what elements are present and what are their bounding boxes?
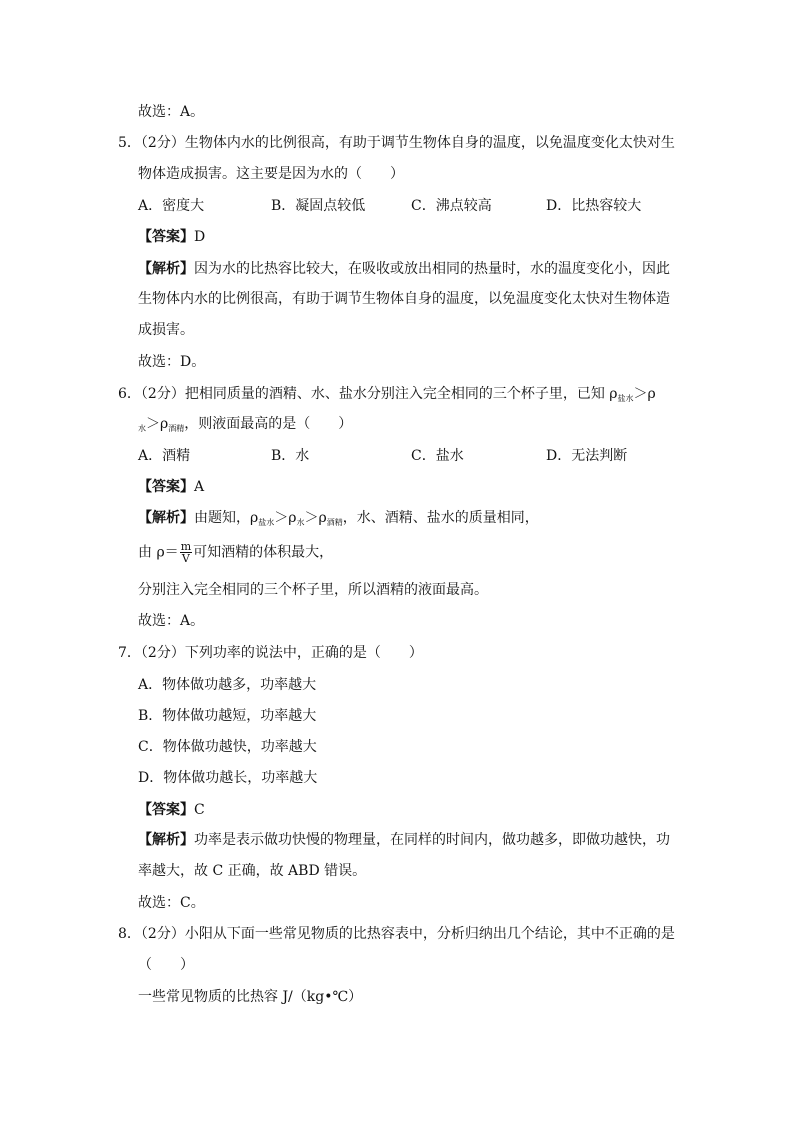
q7-option-d: D．物体做功越长，功率越大 <box>138 770 318 786</box>
q6-analysis-sub-water: 水 <box>296 518 305 527</box>
q7-option-c: C．物体做功越快，功率越大 <box>138 739 317 755</box>
q7-analysis-text1: 功率是表示做功快慢的物理量，在同样的时间内，做功越多，即做功越快，功 <box>194 832 670 848</box>
q7-score: （2分） <box>140 645 185 661</box>
q8-stem-line2: （ ） <box>138 957 194 973</box>
q7-choose: 故选：C。 <box>138 895 205 911</box>
q6-analysis-gt2: ＞ρ <box>304 510 327 526</box>
q7-stem-line1 <box>118 643 423 663</box>
q5-option-c: C．沸点较高 <box>411 198 492 214</box>
q6-sub-salt: 盐水 <box>617 394 634 403</box>
q6-analysis-line3: 分别注入完全相同的三个杯子里，所以酒精的液面最高。 <box>138 582 488 598</box>
q5-answer <box>138 227 205 247</box>
q7-option-b: B．物体做功越短，功率越大 <box>138 708 317 724</box>
q5-stem-line1 <box>118 133 675 153</box>
q5-answer-label: 【答案】 <box>138 229 194 245</box>
q7-answer-value: C <box>194 802 205 818</box>
prev-choose: 故选：A。 <box>138 104 205 120</box>
q6-sub-water: 水 <box>138 424 146 433</box>
q6-analysis-line1 <box>138 508 539 533</box>
fraction-denominator: V <box>181 552 190 565</box>
q6-option-d: D．无法判断 <box>546 448 628 464</box>
q5-text1: 生物体内水的比例很高，有助于调节生物体自身的温度，以免温度变化太快对生 <box>184 135 675 151</box>
q5-option-b: B．凝固点较低 <box>271 198 366 214</box>
q8-stem-line1 <box>118 924 675 944</box>
q6-analysis-text2b: 可知酒精的体积最大， <box>193 544 334 561</box>
q7-answer-label: 【答案】 <box>138 802 194 818</box>
q7-text1: 下列功率的说法中，正确的是（ ） <box>184 645 423 661</box>
q7-option-a: A．物体做功越多，功率越大 <box>138 677 317 693</box>
q6-analysis-text1b: ，水、酒精、盐水的质量相同， <box>342 510 539 526</box>
q6-analysis-text1a: 由题知，ρ <box>194 510 259 526</box>
q6-number: 6． <box>118 386 141 402</box>
q5-answer-value: D <box>194 229 206 245</box>
q5-analysis-line1 <box>138 259 670 279</box>
q7-analysis-line2: 率越大，故 C 正确，故 ABD 错误。 <box>138 863 367 879</box>
q6-option-a: A．酒精 <box>138 448 191 464</box>
q5-analysis-label: 【解析】 <box>138 261 194 277</box>
q6-analysis-sub-alcohol: 酒精 <box>326 518 343 527</box>
q6-stem-line1 <box>118 384 656 409</box>
q6-analysis-line2 <box>138 541 333 564</box>
q6-answer <box>138 477 204 497</box>
q6-analysis-sub-salt: 盐水 <box>258 518 275 527</box>
q6-score: （2分） <box>140 386 185 402</box>
density-fraction <box>180 541 192 564</box>
q8-table-title: 一些常见物质的比热容 J/（kg•℃） <box>138 989 363 1005</box>
q6-analysis-text2a: 由 ρ＝ <box>138 544 179 561</box>
q5-analysis-line3: 成损害。 <box>138 322 194 338</box>
q6-gt2: ＞ρ <box>146 416 169 432</box>
q6-answer-value: A <box>194 479 205 495</box>
q6-analysis-label: 【解析】 <box>138 510 194 526</box>
q6-text1: 把相同质量的酒精、水、盐水分别注入完全相同的三个杯子里，已知 ρ <box>184 386 618 402</box>
q5-option-a: A．密度大 <box>138 198 205 214</box>
q7-answer <box>138 800 205 820</box>
q5-analysis-line2: 生物体内水的比例很高，有助于调节生物体自身的温度，以免温度变化太快对生物体造 <box>138 291 670 307</box>
q5-option-d: D．比热容较大 <box>546 198 642 214</box>
q6-option-c: C．盐水 <box>411 448 464 464</box>
q5-choose: 故选：D。 <box>138 354 206 370</box>
q5-score: （2分） <box>140 135 185 151</box>
q6-stem-line2 <box>138 414 352 439</box>
q5-analysis-text1: 因为水的比热容比较大，在吸收或放出相同的热量时，水的温度变化小，因此 <box>194 261 670 277</box>
q8-text1: 小阳从下面一些常见物质的比热容表中，分析归纳出几个结论，其中不正确的是 <box>184 926 675 942</box>
q8-number: 8． <box>118 926 141 942</box>
q6-option-b: B．水 <box>271 448 310 464</box>
q7-analysis-label: 【解析】 <box>138 832 194 848</box>
q6-text2: ，则液面最高的是（ ） <box>184 416 353 432</box>
q6-sub-alcohol: 酒精 <box>168 424 185 433</box>
q7-analysis-line1 <box>138 830 670 850</box>
q8-score: （2分） <box>140 926 185 942</box>
fraction-numerator: m <box>180 540 192 553</box>
q5-number: 5． <box>118 135 141 151</box>
q7-number: 7． <box>118 645 141 661</box>
q6-gt1: ＞ρ <box>633 386 656 402</box>
q6-choose: 故选：A。 <box>138 613 205 629</box>
q6-answer-label: 【答案】 <box>138 479 194 495</box>
q5-stem-line2: 物体造成损害。这主要是因为水的（ ） <box>138 166 404 182</box>
q6-analysis-gt1: ＞ρ <box>274 510 297 526</box>
